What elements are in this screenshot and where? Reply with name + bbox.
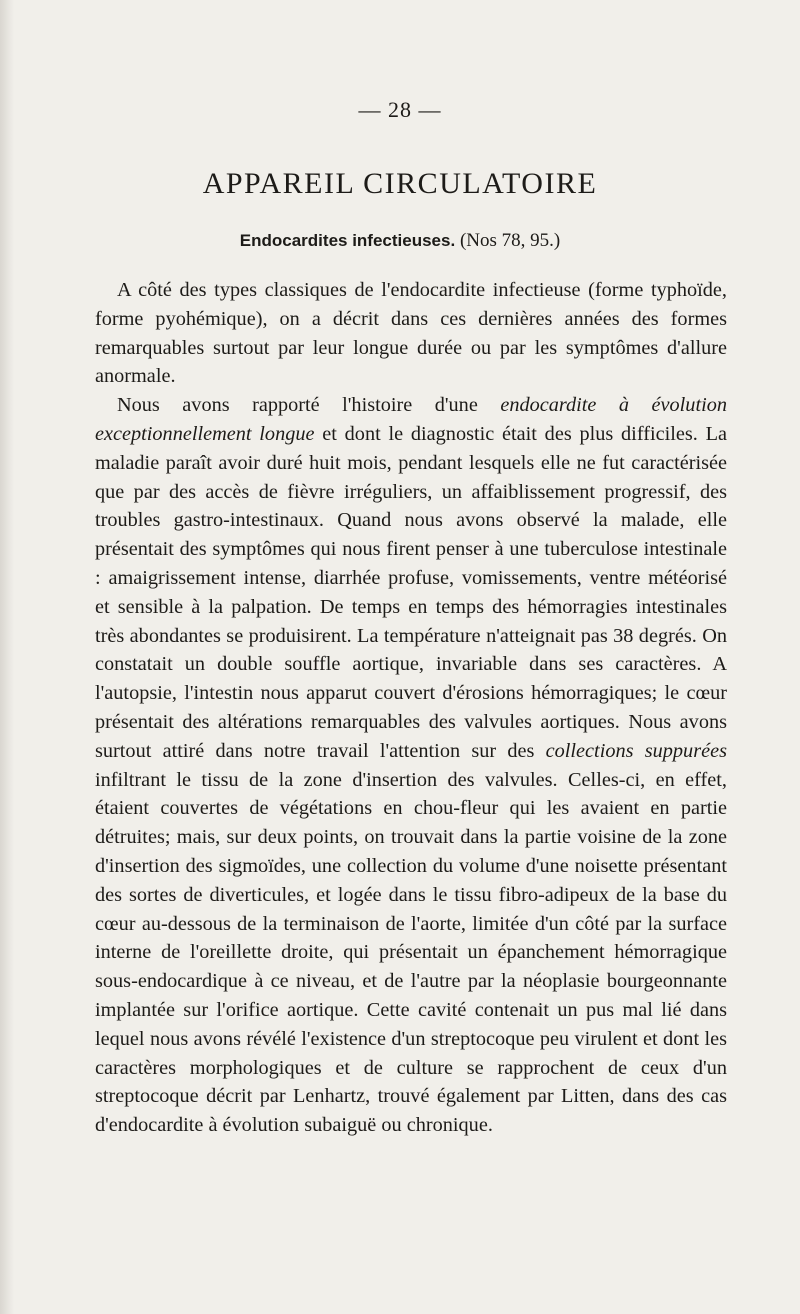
paragraph-2-part-3: infiltrant le tissu de la zone d'insertion des valvules. Celles-ci, en effet, étaient couvertes de végétations en chou-fleur qui les avaient en partie détruites; mais, sur deux points, on trouvait dans la partie voisine de la zone d'insertion des sigmoïdes, une collection du volume d'une noisette présentant des sortes de diverticules, et logée dans le tissu fibro-adipeux de la base du cœur au-dessous de la terminaison de l'aorte, limitée d'un côté par la surface interne de l'oreillette droite, qui présentait un épanchement hémorragique sous-endocardique à ce niveau, et de l'autre par la néoplasie bourgeonnante implantée sur l'orifice aortique. Cette cavité contenait un pus mal lié dans lequel nous avons révélé l'existence d'un streptocoque peu virulent et dont les caractères morphologiques et de culture se rapprochent de ceux d'un streptocoque décrit par Lenhartz, trouvé également par Litten, dans des cas d'endocardite à évolution subaiguë ou chronique.: [95, 768, 727, 1137]
body-text: [95, 276, 727, 1140]
paragraph-2-part-2: et dont le diagnostic était des plus difficiles. La maladie paraît avoir duré huit mois, pendant lesquels elle ne fut caractérisée que par des accès de fièvre irréguliers, un affaiblissement progressif, des troubles gastro-intestinaux. Quand nous avons observé la malade, elle présentait des symptômes qui nous firent penser à une tuberculose intestinale : amaigrissement intense, diarrhée profuse, vomissements, ventre météorisé et sensible à la palpation. De temps en temps des hémorragies intestinales très abondantes se produisirent. La température n'atteignait pas 38 degrés. On constatait un double souffle aortique, invariable dans ses caractères. A l'autopsie, l'intestin nous apparut couvert d'érosions hémorragiques; le cœur présentait des altérations remarquables des valvules aortiques. Nous avons surtout attiré dans notre travail l'attention sur des: [95, 422, 727, 762]
paragraph-2-intro: Nous avons rapporté l'histoire d'une: [117, 394, 501, 417]
page-number: — 28 —: [358, 97, 442, 122]
paragraph-2: [95, 391, 727, 1140]
section-heading-reference: (Nos 78, 95.): [459, 230, 561, 251]
section-heading-title: Endocardites infectieuses.: [239, 231, 456, 250]
section-heading: [0, 230, 800, 252]
paragraph-1: A côté des types classiques de l'endocardite infectieuse (forme typhoïde, forme pyohémique), on a décrit dans ces dernières années des formes remarquables surtout par leur longue durée ou par les symptômes d'allure anormale.: [95, 279, 727, 388]
paragraph-2-italic-1: endocardite à évolution exceptionnellement longue: [95, 394, 727, 445]
paragraph-2-italic-2: collections suppurées: [545, 739, 727, 762]
chapter-title: APPAREIL CIRCULATOIRE: [202, 167, 598, 200]
